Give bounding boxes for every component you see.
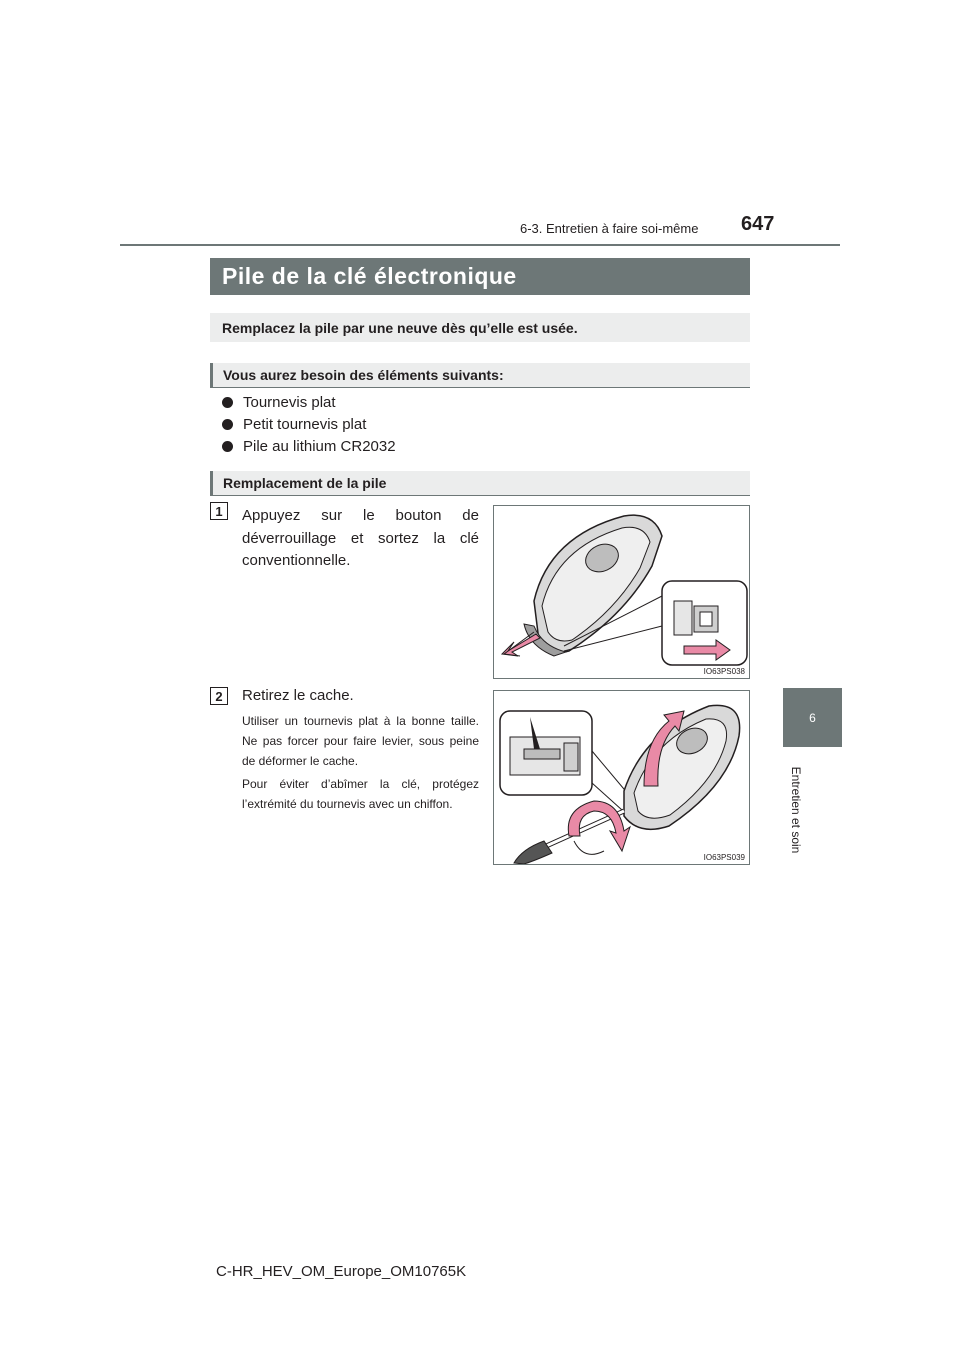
bullet-icon	[222, 419, 233, 430]
needs-heading: Vous aurez besoin des éléments suivants:	[210, 363, 750, 388]
step-note: Pour éviter d’abîmer la clé, protégez l’extrémité du tournevis avec un chiffon.	[242, 777, 479, 811]
list-item: Tournevis plat	[222, 394, 336, 411]
list-item: Pile au lithium CR2032	[222, 438, 396, 455]
step-number: 1	[210, 502, 228, 520]
figure-key-release	[493, 505, 750, 679]
replacement-heading: Remplacement de la pile	[210, 471, 750, 496]
bullet-icon	[222, 397, 233, 408]
chapter-number: 6	[809, 710, 816, 725]
header-rule	[120, 244, 840, 246]
bullet-icon	[222, 441, 233, 452]
page-heading: Pile de la clé électronique	[210, 258, 750, 295]
section-title: 6-3. Entretien à faire soi-même	[520, 221, 699, 236]
step-number: 2	[210, 687, 228, 705]
figure-code: IO63PS038	[703, 667, 745, 676]
chapter-label: Entretien et soin	[789, 766, 803, 854]
step-text: Retirez le cache.	[242, 687, 354, 704]
step-note: Utiliser un tournevis plat à la bonne taille. Ne pas forcer pour faire levier, sous peine de déformer le cache.	[242, 714, 479, 768]
figure-remove-cover	[493, 690, 750, 865]
intro-box: Remplacez la pile par une neuve dès qu’elle est usée.	[210, 313, 750, 342]
page-number: 647	[741, 213, 775, 235]
remove-cover-illustration	[494, 691, 749, 864]
chapter-tab[interactable]	[783, 688, 842, 747]
step-text: Appuyez sur le bouton de déverrouillage et sortez la clé conventionnelle.	[242, 507, 479, 569]
key-release-illustration	[494, 506, 749, 678]
document-id: C-HR_HEV_OM_Europe_OM10765K	[216, 1263, 467, 1280]
list-item: Petit tournevis plat	[222, 416, 366, 433]
figure-code: IO63PS039	[703, 853, 745, 862]
